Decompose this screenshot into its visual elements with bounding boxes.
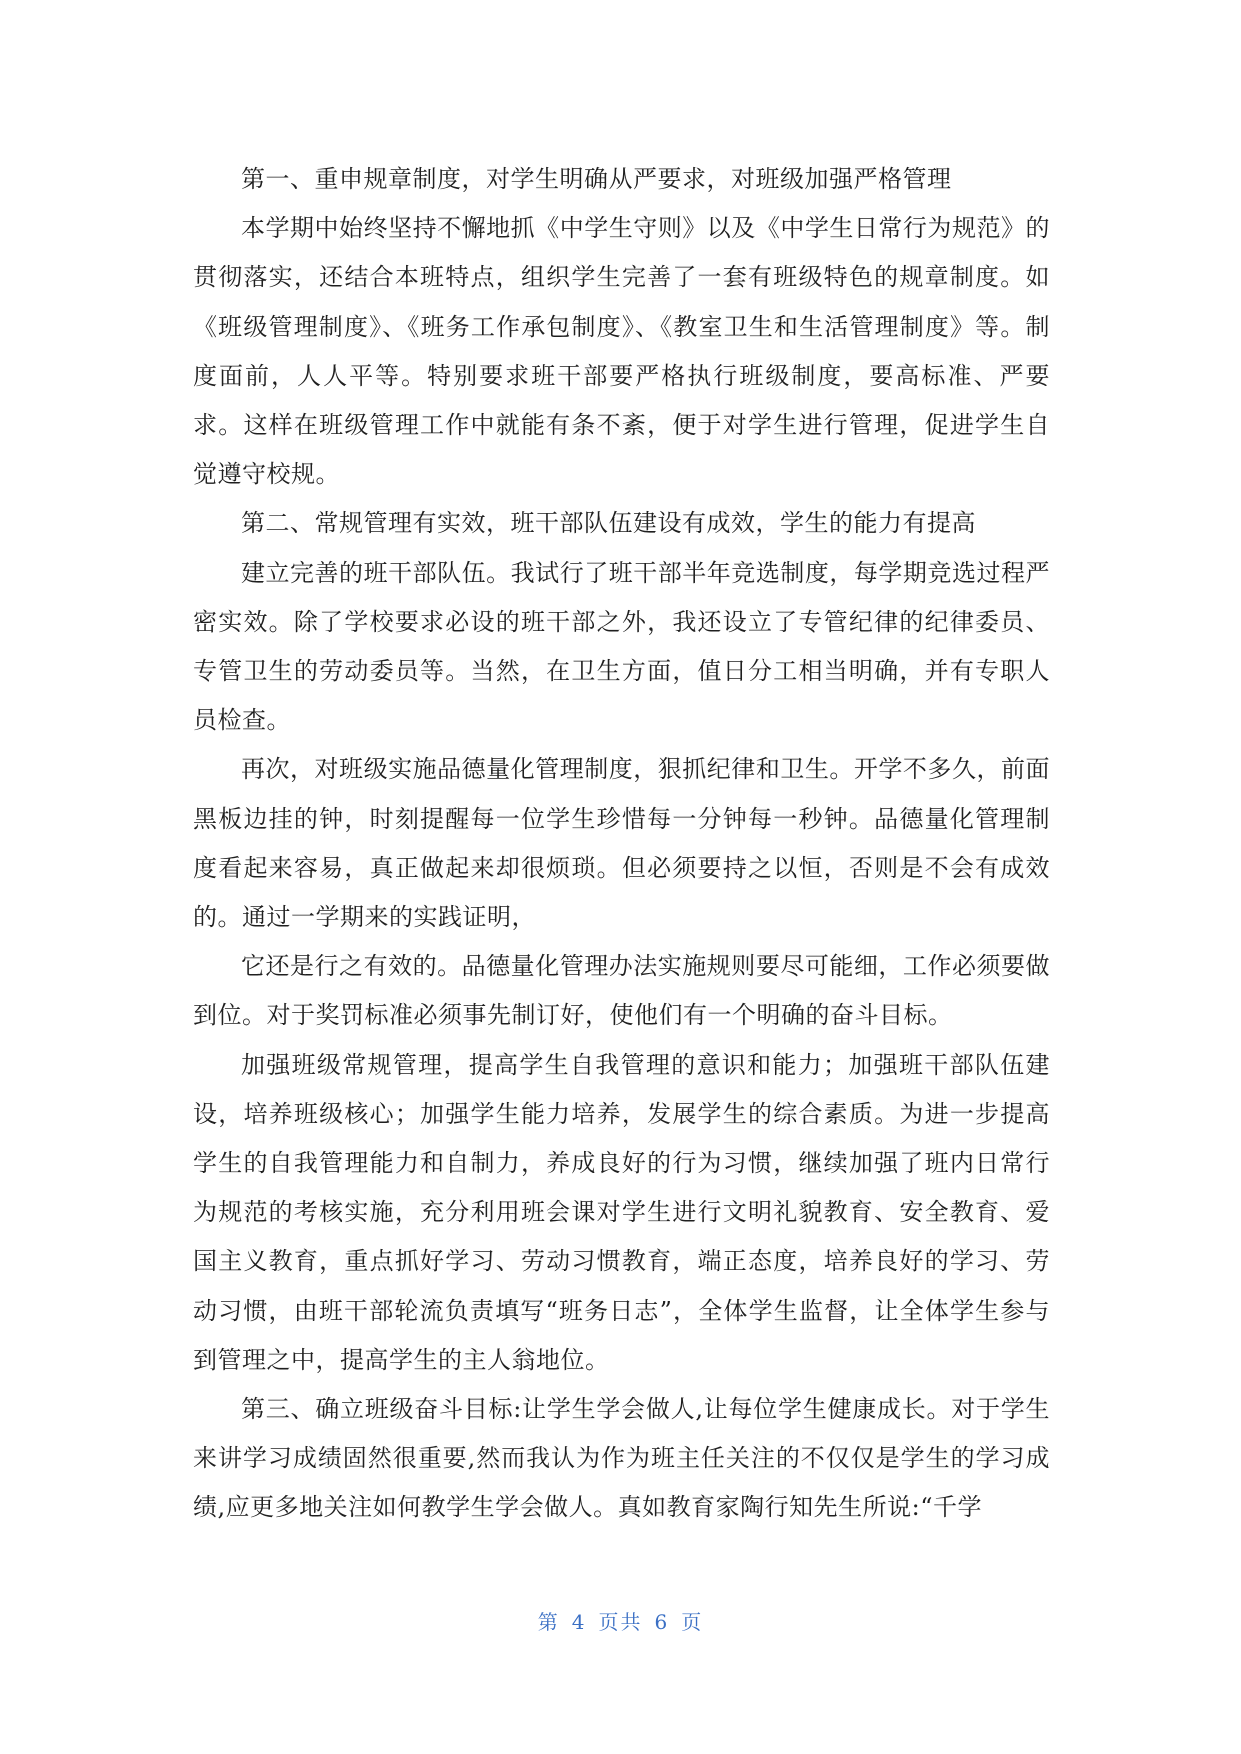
- footer-label-of: 页共: [598, 1610, 643, 1634]
- footer-current-page: 4: [571, 1610, 587, 1634]
- paragraph: 建立完善的班干部队伍。我试行了班干部半年竞选制度，每学期竞选过程严密实效。除了学校要求必设的班干部之外，我还设立了专管纪律的纪律委员、专管卫生的劳动委员等。当然，在卫生方面，值日分工相当明确，并有专职人员检查。: [193, 558, 1050, 735]
- paragraph: 本学期中始终坚持不懈地抓《中学生守则》以及《中学生日常行为规范》的贯彻落实，还结合本班特点，组织学生完善了一套有班级特色的规章制度。如《班级管理制度》、《班务工作承包制度》、《教室卫生和生活管理制度》等。制度面前，人人平等。特别要求班干部要严格执行班级制度，要高标准、严要求。这样在班级管理工作中就能有条不紊，便于对学生进行管理，促进学生自觉遵守校规。: [193, 214, 1050, 489]
- section-heading-1: 第一、重申规章制度，对学生明确从严要求，对班级加强严格管理: [241, 165, 952, 193]
- document-body: [193, 155, 1050, 1533]
- page-number-footer: [0, 1606, 1241, 1635]
- footer-total-pages: 6: [654, 1610, 670, 1634]
- footer-label-page: 第: [537, 1610, 560, 1634]
- section-heading-2: 第二、常规管理有实效，班干部队伍建设有成效，学生的能力有提高: [241, 509, 976, 538]
- paragraph: 它还是行之有效的。品德量化管理办法实施规则要尽可能细，工作必须要做到位。对于奖罚标准必须事先制订好，使他们有一个明确的奋斗目标。: [193, 952, 1050, 1030]
- paragraph: 再次，对班级实施品德量化管理制度，狠抓纪律和卫生。开学不多久，前面黑板边挂的钟，时刻提醒每一位学生珍惜每一分钟每一秒钟。品德量化管理制度看起来容易，真正做起来却很烦琐。但必须要持之以恒，否则是不会有成效的。通过一学期来的实践证明，: [193, 755, 1050, 932]
- paragraph: 加强班级常规管理，提高学生自我管理的意识和能力；加强班干部队伍建设，培养班级核心；加强学生能力培养，发展学生的综合素质。为进一步提高学生的自我管理能力和自制力，养成良好的行为习惯，继续加强了班内日常行为规范的考核实施，充分利用班会课对学生进行文明礼貌教育、安全教育、爱国主义教育，重点抓好学习、劳动习惯教育，端正态度，培养良好的学习、劳动习惯，由班干部轮流负责填写“班务日志”，全体学生监督，让全体学生参与到管理之中，提高学生的主人翁地位。: [193, 1050, 1050, 1374]
- section-heading-3: 第三、确立班级奋斗目标:让学生学会做人,让每位学生健康成长。对于学生来讲学习成绩固然很重要,然而我认为作为班主任关注的不仅仅是学生的学习成绩,应更多地关注如何教学生学会做人。真如教育家陶行知先生所说:“千学: [193, 1395, 1050, 1522]
- footer-label-end: 页: [681, 1610, 704, 1634]
